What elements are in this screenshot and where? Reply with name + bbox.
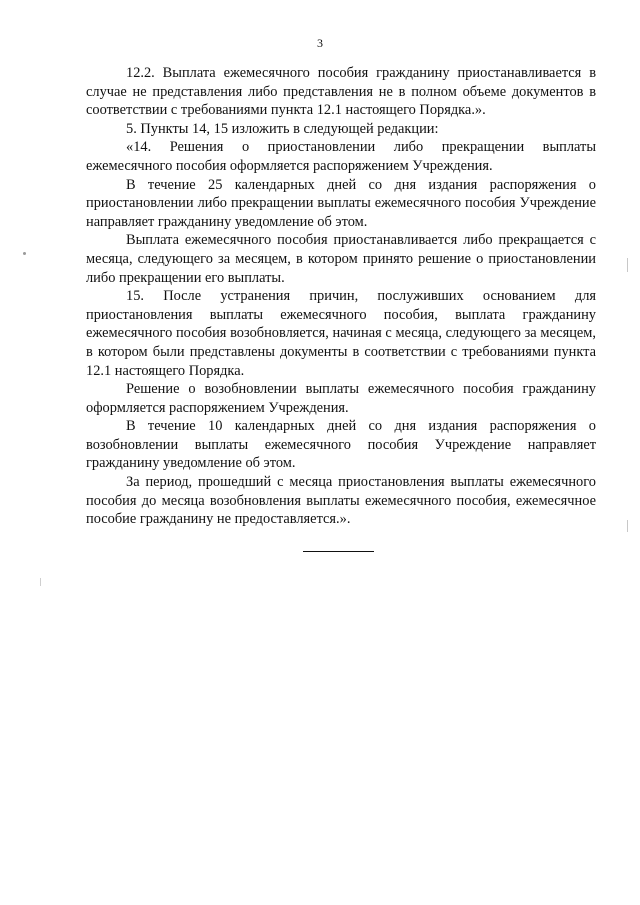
paragraph-14-notice: В течение 25 календарных дней со дня издания распоряжения о приостановлении либо прекращении выплаты ежемесячного пособия Учреждение направляет гражданину уведомление об этом. (86, 176, 596, 230)
scan-dot (23, 252, 26, 255)
paragraph-15-notice: В течение 10 календарных дней со дня издания распоряжения о возобновлении выплаты ежемесячного пособия Учреждение направляет гражданину уведомление об этом. (86, 418, 596, 472)
scan-speck (627, 520, 628, 532)
document-body (86, 64, 596, 529)
scan-speck (627, 258, 628, 272)
paragraph-12-2: 12.2. Выплата ежемесячного пособия гражданину приостанавливается в случае не представления либо представления не в полном объеме документов в соответствии с требованиями пункта 12.1 настоящего Порядка.». (86, 65, 596, 119)
page-number: 3 (317, 36, 323, 50)
paragraph-amendment-5: 5. Пункты 14, 15 изложить в следующей редакции: (126, 120, 439, 137)
paragraph-15-decision: Решение о возобновлении выплаты ежемесячного пособия гражданину оформляется распоряжением Учреждения. (86, 381, 596, 416)
paragraph-15-period: За период, прошедший с месяца приостановления выплаты ежемесячного пособия до месяца возобновления выплаты ежемесячного пособия, ежемесячное пособие гражданину не предоставляется.». (86, 474, 596, 528)
paragraph-14-payment: Выплата ежемесячного пособия приостанавливается либо прекращается с месяца, следующего за месяцем, в котором принято решение о приостановлении либо прекращении его выплаты. (86, 232, 596, 286)
paragraph-14: «14. Решения о приостановлении либо прекращении выплаты ежемесячного пособия оформляется распоряжением Учреждения. (86, 139, 596, 174)
end-of-text-rule (303, 551, 374, 552)
scan-speck (40, 578, 41, 586)
paragraph-15: 15. После устранения причин, послуживших основанием для приостановления выплаты ежемесячного пособия, выплата гражданину ежемесячного пособия возобновляется, начиная с месяца, следующего за месяцем, в котором были представлены документы в соответствии с требованиями пункта 12.1 настоящего Порядка. (86, 288, 596, 379)
